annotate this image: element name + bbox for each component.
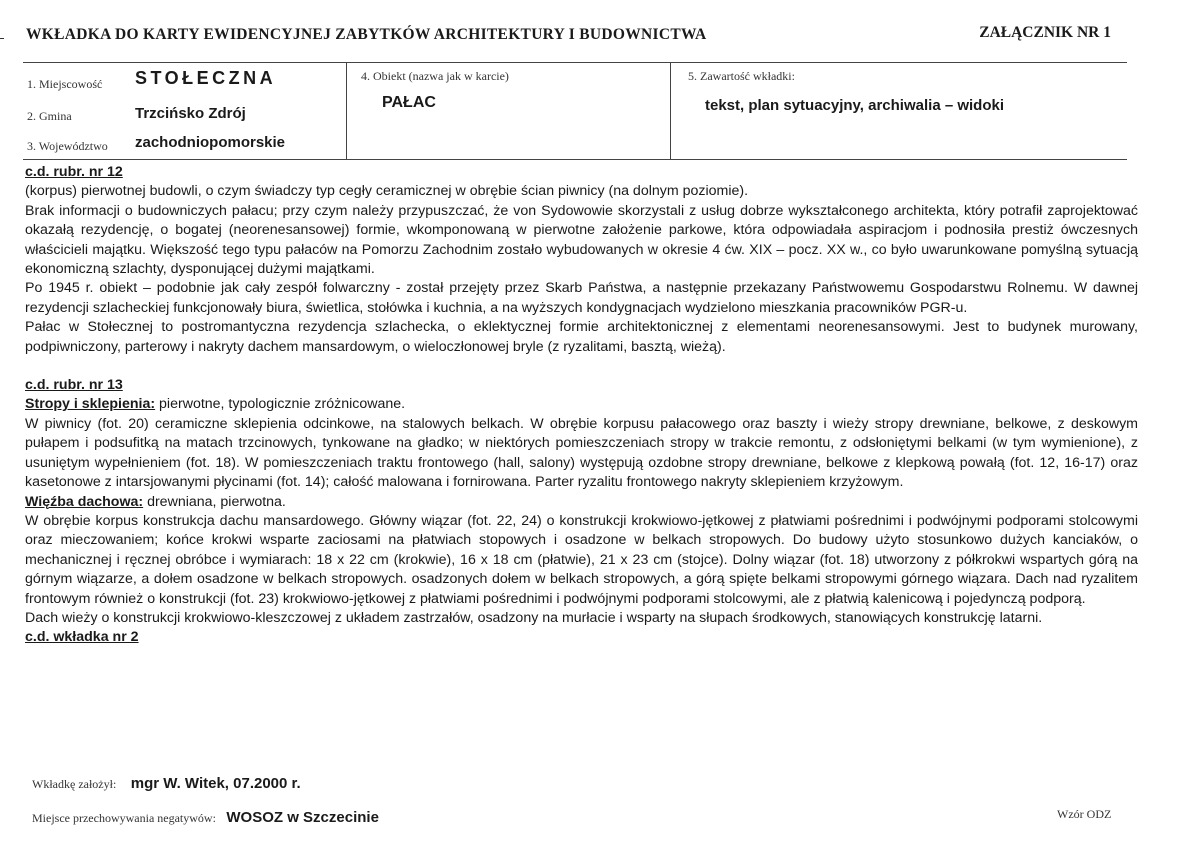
section-12-paragraph: Pałac w Stołecznej to postromantyczna rezydencja szlachecka, o eklektycznej formie architektonicznej z elementami neorenesansowymi. Jest to budynek murowany, podpiwniczony, parterowy i nakryty dachem mansardowym, o wieloczłonowej bryle (z ryzalitami, basztą, wieżą). — [25, 319, 1138, 355]
section-12-paragraph: Brak informacji o budowniczych pałacu; przy czym należy przypuszczać, że von Sydowowie skorzystali z usług dobrze wykształconego architekta, który potrafił zaprojektować okazałą rezydencję, o bogatej (neorenesansowej) formie, wkomponowaną w pierwotne założenie parkowe, która odpowiadała aspiracjom i podnosiła prestiż ówczesnych właścicieli majątku. Większość tego typu pałaców na Pomorzu Zachodnim zostało wybudowanych w okresie 4 ćw. XIX – pocz. XX w., co było uwarunkowane pomyślną sytuacją ekonomiczną szlachty, dysponującej dużymi majątkami. — [25, 202, 1138, 278]
header-fields-box — [23, 62, 1127, 160]
author-row — [32, 775, 301, 793]
storage-value: WOSOZ w Szczecinie — [226, 809, 379, 826]
miejscowosc-value: STOŁECZNA — [135, 68, 277, 88]
wiezba-label: Więźba dachowa: — [25, 493, 144, 510]
stropy-intro: pierwotne, typologicznie zróżnicowane. — [155, 396, 406, 413]
wiezba-paragraph: W obrębie korpus konstrukcja dachu mansardowego. Główny wiązar (fot. 22, 24) o konstrukcji krokwiowo-jętkowej z płatwiami pośrednimi i podwójnymi podporami stolcowymi oraz mieczowaniem; końce krokwi wsparte zaciosami na płatwiach stopowych i osadzone w belkach stropowych. Do budowy użyto stosunkowo dużych kanciaków, o mechanicznej i ręcznej obróbce i wymiarach: 18 x 22 cm (krokwie), 16 x 18 cm (płatwie), 21 x 23 cm (stojce). Dolny wiązar (fot. 18) utworzony z półkrokwi wspartych górą na górnym wiązarze, a dołem osadzone w belkach stropowych. osadzonych dołem w belkach stropowych, a górą spięte belkami stropowymi górnego wiązara. Dach nad ryzalitem frontowym również o konstrukcji (fot. 23) krokwiowo-jętkowej z płatwiami pośrednimi i podwójnymi podporami stolcowymi, ale z płatwią kalenicową i pojedynczą podporą. — [25, 512, 1138, 607]
obiekt-value: PAŁAC — [382, 94, 436, 111]
author-label: Wkładkę założył: — [32, 777, 117, 791]
section-wkladka-heading: c.d. wkładka nr 2 — [25, 629, 139, 646]
stropy-paragraph: W piwnicy (fot. 20) ceramiczne sklepienia odcinkowe, na stalowych belkach. W obrębie korpusu pałacowego oraz baszty i wieży stropy drewniane, belkowe, z deskowym pułapem i podsufitką na matach trzcinowych, tynkowane na gładko; w niektórych pomieszczeniach stropy w trakcie remontu, z odsłoniętymi belkami (w tym wymienione), z usuniętym wypełnieniem (fot. 18). W pomieszczeniach traktu frontowego (hall, salony) występują ozdobne stropy drewniane, belkowe z klepkową powałą (fot. 12, 16-17) oraz kasetonowe z intarsjowanymi płycinami (fot. 14); całość malowana i fornirowana. Parter ryzalitu frontowego nakryty sklepieniem krzyżowym. — [25, 415, 1138, 491]
stropy-line — [25, 395, 1138, 414]
section-12-heading: c.d. rubr. nr 12 — [25, 164, 123, 180]
wiezba-line — [25, 493, 1138, 512]
annex-number: ZAŁĄCZNIK NR 1 — [979, 24, 1111, 41]
gmina-value: Trzcińsko Zdrój — [135, 105, 246, 122]
margin-tick — [0, 38, 4, 39]
template-mark: Wzór ODZ — [1057, 807, 1112, 821]
storage-label: Miejsce przechowywania negatywów: — [32, 811, 216, 825]
storage-row — [32, 809, 379, 827]
document-title: WKŁADKA DO KARTY EWIDENCYJNEJ ZABYTKÓW ARCHITEKTURY I BUDOWNICTWA — [26, 26, 707, 43]
field-divider — [670, 63, 671, 159]
wojewodztwo-label: 3. Województwo — [27, 139, 108, 153]
obiekt-label: 4. Obiekt (nazwa jak w karcie) — [361, 69, 509, 83]
wiezba-paragraph: Dach wieży o konstrukcji krokwiowo-kleszczowej z układem zastrzałów, osadzony na murłacie i wsparty na słupach środkowych, stanowiących konstrukcję latarni. — [25, 609, 1043, 626]
author-value: mgr W. Witek, 07.2000 r. — [130, 775, 301, 792]
field-divider — [346, 63, 347, 159]
zawartosc-label: 5. Zawartość wkładki: — [688, 69, 795, 83]
miejscowosc-label: 1. Miejscowość — [27, 77, 103, 91]
section-13-heading: c.d. rubr. nr 13 — [25, 377, 123, 394]
wiezba-intro: drewniana, pierwotna. — [143, 493, 286, 510]
zawartosc-value: tekst, plan sytuacyjny, archiwalia – widoki — [705, 97, 1005, 114]
wojewodztwo-value: zachodniopomorskie — [135, 134, 286, 151]
gmina-label: 2. Gmina — [27, 109, 72, 123]
stropy-label: Stropy i sklepienia: — [25, 396, 156, 413]
section-12-paragraph: Po 1945 r. obiekt – podobnie jak cały zespół folwarczny - został przejęty przez Skarb Państwa, a następnie przekazany Państwowemu Gospodarstwu Rolnemu. W dawnej rezydencji szlacheckiej funkcjonowały biura, świetlica, stołówka i kuchnia, a na wyższych kondygnacjach wydzielono mieszkania pracowników PGR-u. — [25, 280, 1138, 316]
document-body — [25, 163, 1138, 648]
section-12-paragraph: (korpus) pierwotnej budowli, o czym świadczy typ cegły ceramicznej w obrębie ścian piwnicy (na dolnym poziomie). — [25, 183, 749, 200]
